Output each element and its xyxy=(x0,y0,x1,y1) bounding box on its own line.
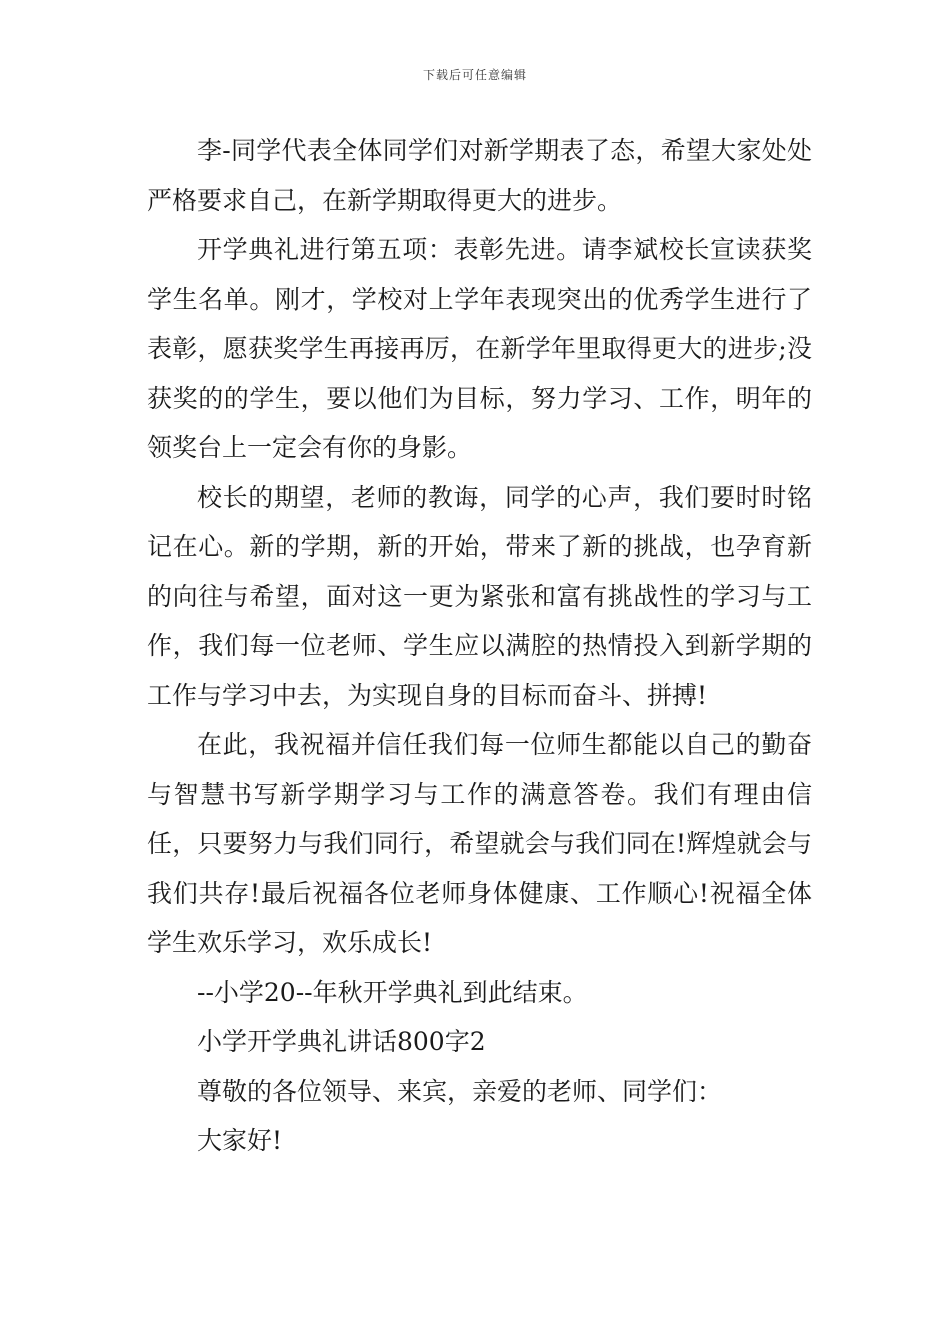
closing-line: --小学20--年秋开学典礼到此结束。 xyxy=(197,977,588,1007)
greeting: 大家好! xyxy=(197,1126,283,1155)
salutation: 尊敬的各位领导、来宾，亲爱的老师、同学们： xyxy=(197,1076,723,1106)
paragraph-student-pledge: 李-同学代表全体同学们对新学期表了态，希望大家处处严格要求自己，在新学期取得更大的进步。 xyxy=(147,136,812,215)
document-body xyxy=(147,126,812,1166)
section-title: 小学开学典礼讲话800字2 xyxy=(197,1027,486,1056)
page-header-note: 下载后可任意编辑 xyxy=(422,68,527,82)
paragraph-blessing: 在此，我祝福并信任我们每一位师生都能以自己的勤奋与智慧书写新学期学习与工作的满意答卷。我们有理由信任，只要努力与我们同行，希望就会与我们同在!辉煌就会与我们共存!最后祝福各位老师身体健康、工作顺心!祝福全体学生欢乐学习，欢乐成长! xyxy=(147,730,812,957)
paragraph-awards: 开学典礼进行第五项：表彰先进。请李斌校长宣读获奖学生名单。刚才，学校对上学年表现突出的优秀学生进行了表彰，愿获奖学生再接再厉，在新学年里取得更大的进步;没获奖的的学生，要以他们为目标，努力学习、工作，明年的领奖台上一定会有你的身影。 xyxy=(147,235,812,462)
paragraph-new-semester: 校长的期望，老师的教诲，同学的心声，我们要时时铭记在心。新的学期，新的开始，带来了新的挑战，也孕育新的向往与希望，面对这一更为紧张和富有挑战性的学习与工作，我们每一位老师、学生应以满腔的热情投入到新学期的工作与学习中去，为实现自身的目标而奋斗、拼搏! xyxy=(147,482,812,710)
